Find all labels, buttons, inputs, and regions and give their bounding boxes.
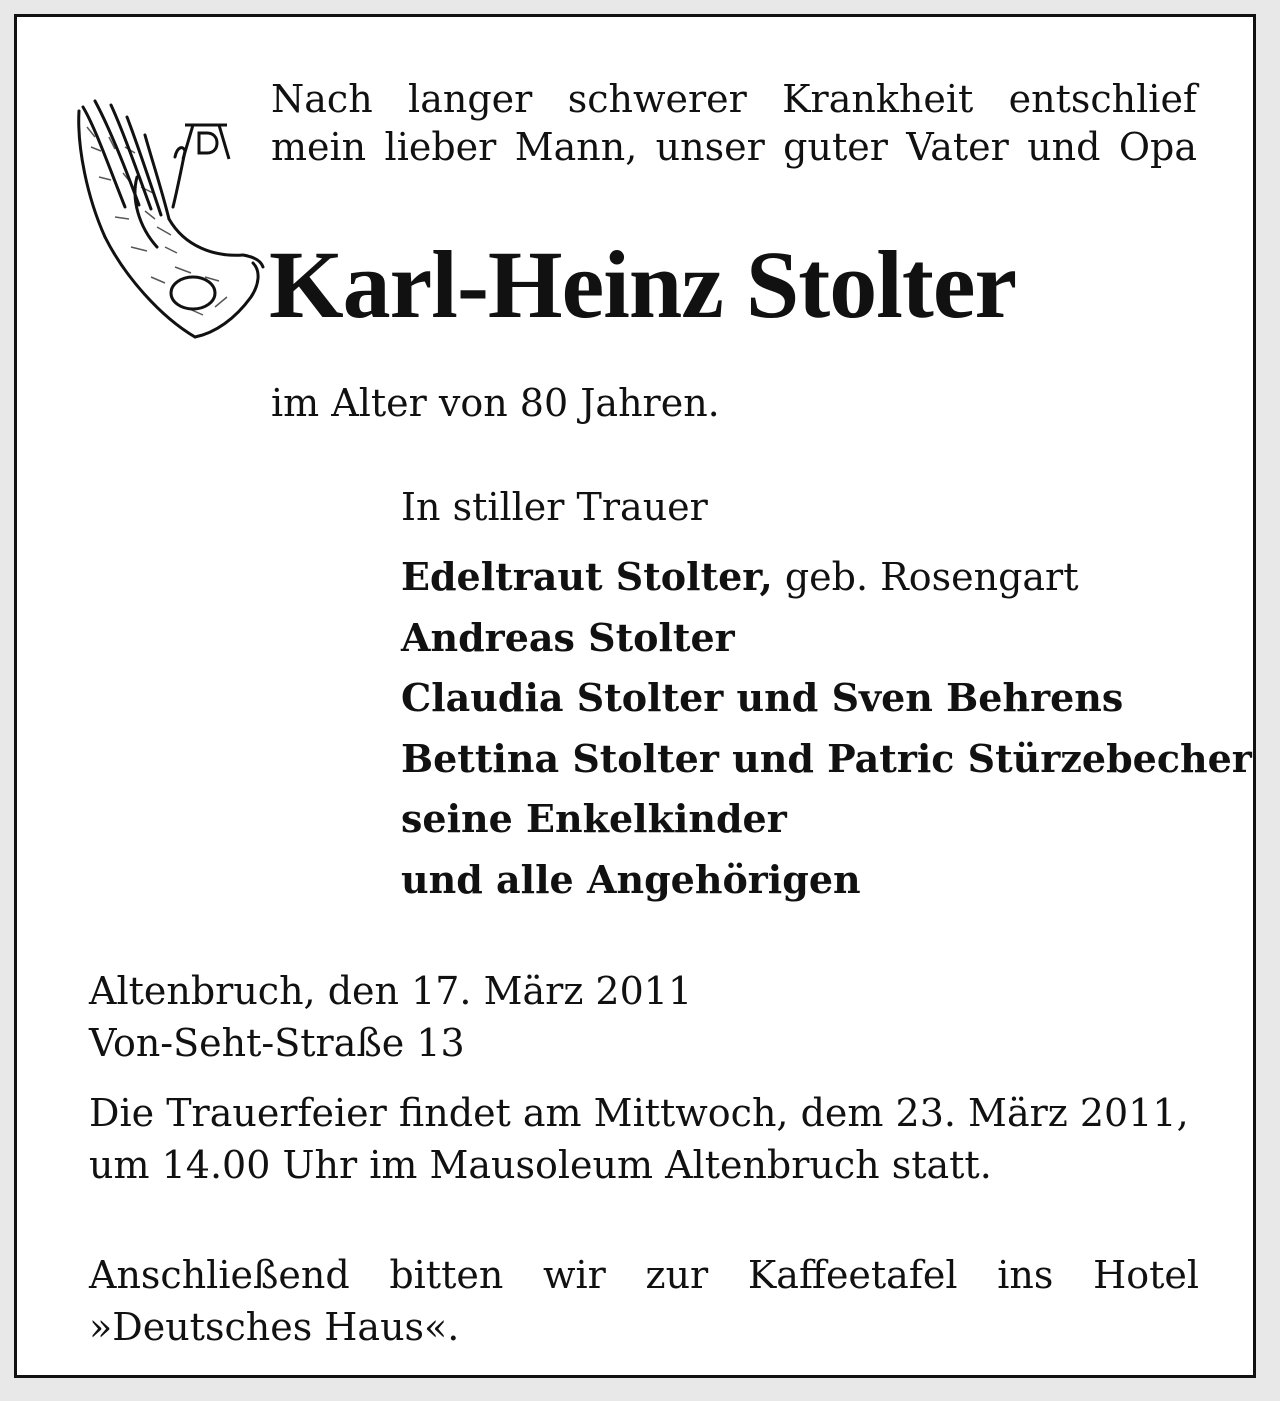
- mourner-name: Andreas Stolter: [401, 614, 735, 660]
- age-line: im Alter von 80 Jahren.: [271, 381, 720, 425]
- mourner-name: und alle Angehörigen: [401, 856, 861, 902]
- reception-info: [89, 1249, 1199, 1353]
- mourner-name: Edeltraut Stolter,: [401, 554, 773, 599]
- mourner-name: Bettina Stolter und Patric Stürzebecher: [401, 735, 1252, 781]
- mourner-row: [401, 729, 1252, 790]
- mourner-row: [401, 547, 1221, 608]
- intro-line: Nach langer schwerer Krankheit entschlief: [271, 77, 1197, 121]
- place-and-date: [89, 965, 692, 1069]
- obituary-notice: [14, 14, 1256, 1378]
- mourner-row: [401, 850, 1221, 911]
- praying-hands-icon: [65, 87, 265, 357]
- reception-line: »Deutsches Haus«.: [89, 1305, 460, 1349]
- intro-line: mein lieber Mann, unser guter Vater und Opa: [271, 125, 1197, 169]
- intro-text: [271, 75, 1197, 171]
- mourner-name: seine Enkelkinder: [401, 796, 787, 841]
- place-date-line: Altenbruch, den 17. März 2011: [89, 969, 693, 1013]
- mourner-row: [401, 789, 1221, 850]
- address-line: Von-Seht-Straße 13: [89, 1021, 465, 1065]
- deceased-name: Karl-Heinz Stolter: [269, 231, 1017, 338]
- mourner-row: [401, 668, 1221, 729]
- service-info: [89, 1087, 1199, 1191]
- mourner-name: Claudia Stolter und Sven Behrens: [401, 675, 1124, 720]
- mourner-row: [401, 608, 1221, 669]
- mourners-list: [401, 547, 1252, 910]
- reception-line: Anschließend bitten wir zur Kaffeetafel ins Hotel: [89, 1253, 1199, 1297]
- mourner-note: geb. Rosengart: [772, 555, 1079, 599]
- mourning-heading: In stiller Trauer: [401, 485, 708, 529]
- durer-monogram-icon: [179, 117, 233, 163]
- service-line: Die Trauerfeier findet am Mittwoch, dem 23. März 2011,: [89, 1091, 1189, 1135]
- service-line: um 14.00 Uhr im Mausoleum Altenbruch statt.: [89, 1143, 992, 1187]
